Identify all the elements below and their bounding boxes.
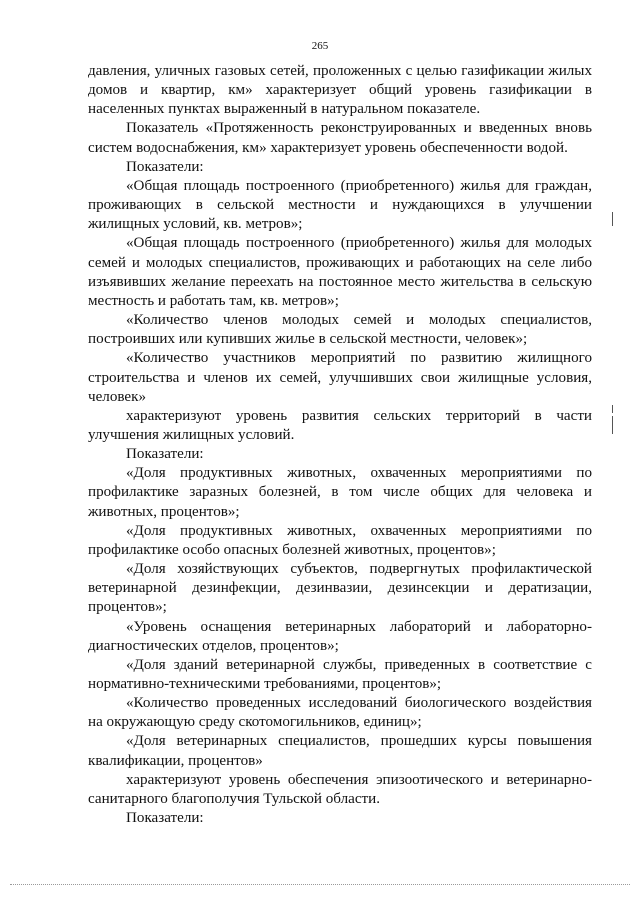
paragraph: Показатель «Протяженность реконструированных и введенных вновь систем водоснабжения, км» характеризует уровень обеспеченности водой.	[88, 120, 592, 156]
paragraph: «Количество участников мероприятий по развитию жилищного строительства и членов их семей, улучшивших свои жилищные условия, человек»	[88, 350, 592, 405]
paragraph: давления, уличных газовых сетей, проложенных с целью газификации жилых домов и квартир, км» характеризует общий уровень газификации в населенных пунктах выраженный в натуральном показателе.	[88, 63, 592, 118]
document-body	[88, 62, 592, 828]
scan-edge-line	[10, 884, 630, 885]
paragraph: «Доля зданий ветеринарной службы, приведенных в соответствие с нормативно-техническими требованиями, процентов»;	[88, 656, 592, 692]
page-number: 265	[311, 40, 329, 52]
paragraph: характеризуют уровень обеспечения эпизоотического и ветеринарно-санитарного благополучия Тульской области.	[88, 771, 592, 807]
margin-mark	[612, 212, 613, 226]
margin-mark	[612, 405, 613, 413]
paragraph: Показатели:	[126, 810, 204, 827]
paragraph: «Общая площадь построенного (приобретенного) жилья для молодых семей и молодых специалистов, проживающих и работающих на селе либо изъявивших желание переехать на постоянное место жительства в сельскую местность и работать там, кв. метров»;	[88, 235, 592, 309]
paragraph: «Доля хозяйствующих субъектов, подвергнутых профилактической ветеринарной дезинфекции, дезинвазии, дезинсекции и дератизации, процентов»;	[88, 561, 592, 616]
paragraph: «Количество членов молодых семей и молодых специалистов, построивших или купивших жилье в сельской местности, человек»;	[88, 312, 592, 348]
paragraph: «Доля продуктивных животных, охваченных мероприятиями по профилактике заразных болезней, в том числе общих для человека и животных, процентов»;	[88, 465, 592, 520]
paragraph: «Общая площадь построенного (приобретенного) жилья для граждан, проживающих в сельской местности и нуждающихся в улучшении жилищных условий, кв. метров»;	[88, 177, 592, 233]
paragraph: Показатели:	[126, 158, 204, 175]
paragraph: «Доля ветеринарных специалистов, прошедших курсы повышения квалификации, процентов»	[88, 733, 592, 769]
margin-mark	[612, 416, 613, 434]
paragraph: «Количество проведенных исследований биологического воздействия на окружающую среду скотомогильников, единиц»;	[88, 695, 592, 731]
paragraph: Показатели:	[126, 446, 204, 463]
paragraph: «Уровень оснащения ветеринарных лабораторий и лабораторно-диагностических отделов, процентов»;	[88, 618, 592, 654]
paragraph: характеризуют уровень развития сельских территорий в части улучшения жилищных условий.	[88, 407, 592, 443]
paragraph: «Доля продуктивных животных, охваченных мероприятиями по профилактике особо опасных болезней животных, процентов»;	[88, 522, 592, 558]
